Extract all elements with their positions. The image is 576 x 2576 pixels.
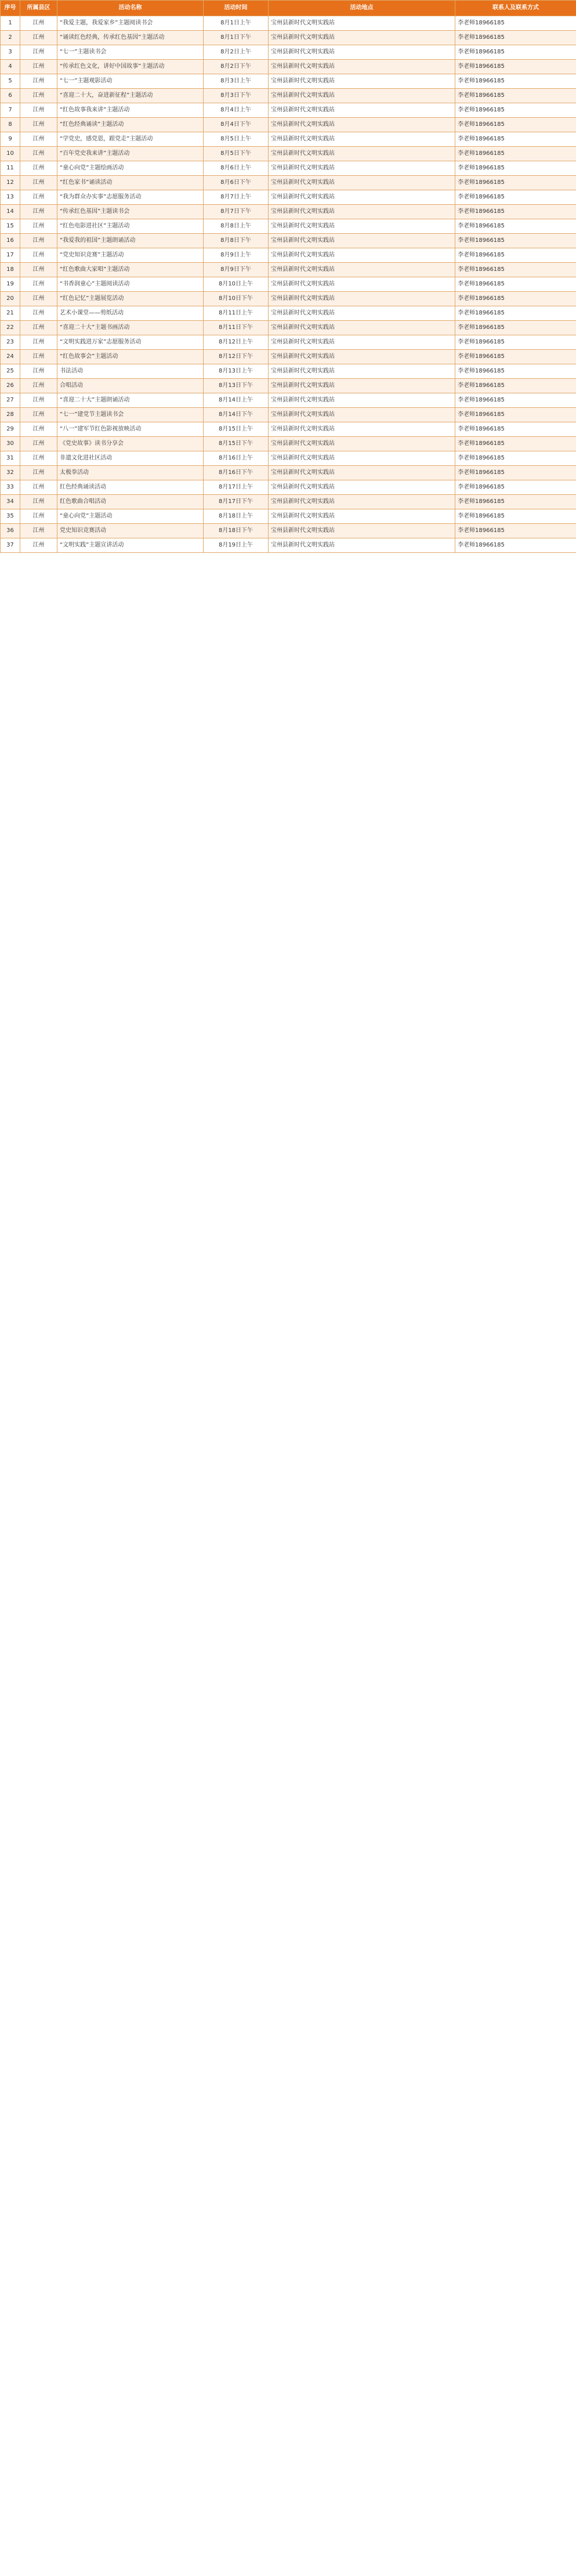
cell-activity-location: 宝州县新时代文明实践站 xyxy=(269,466,455,480)
cell-activity-time: 8月12日下午 xyxy=(204,350,269,364)
cell-contact: 李老师18966185 xyxy=(455,176,576,190)
cell-activity-name: “文明实践进万家”志愿服务活动 xyxy=(57,335,204,350)
table-row xyxy=(1,263,576,277)
cell-activity-name: “童心向党”主题活动 xyxy=(57,509,204,524)
cell-contact: 李老师18966185 xyxy=(455,538,576,553)
table-row xyxy=(1,393,576,408)
table-row xyxy=(1,161,576,176)
cell-activity-time: 8月6日上午 xyxy=(204,161,269,176)
cell-activity-location: 宝州县新时代文明实践站 xyxy=(269,321,455,335)
cell-index: 32 xyxy=(1,466,20,480)
cell-county: 江州 xyxy=(20,176,57,190)
cell-contact: 李老师18966185 xyxy=(455,103,576,118)
table-row xyxy=(1,74,576,89)
cell-activity-time: 8月5日上午 xyxy=(204,132,269,147)
table-row xyxy=(1,306,576,321)
cell-activity-time: 8月2日下午 xyxy=(204,60,269,74)
cell-contact: 李老师18966185 xyxy=(455,89,576,103)
cell-index: 33 xyxy=(1,480,20,495)
cell-activity-name: “诵读红色经典，传承红色基因”主题活动 xyxy=(57,31,204,45)
header-contact: 联系人及联系方式 xyxy=(455,1,576,16)
table-row xyxy=(1,335,576,350)
cell-activity-time: 8月17日上午 xyxy=(204,480,269,495)
cell-activity-location: 宝州县新时代文明实践站 xyxy=(269,31,455,45)
cell-activity-time: 8月8日下午 xyxy=(204,234,269,248)
cell-index: 5 xyxy=(1,74,20,89)
cell-activity-time: 8月6日下午 xyxy=(204,176,269,190)
table-row xyxy=(1,437,576,451)
cell-contact: 李老师18966185 xyxy=(455,161,576,176)
cell-county: 江州 xyxy=(20,277,57,292)
cell-index: 30 xyxy=(1,437,20,451)
cell-county: 江州 xyxy=(20,321,57,335)
cell-activity-time: 8月18日上午 xyxy=(204,509,269,524)
cell-activity-name: 艺术小课堂——剪纸活动 xyxy=(57,306,204,321)
cell-index: 35 xyxy=(1,509,20,524)
cell-activity-name: “喜迎二十大”主题朗诵活动 xyxy=(57,393,204,408)
cell-county: 江州 xyxy=(20,74,57,89)
cell-activity-name: “党史知识竞赛”主题活动 xyxy=(57,248,204,263)
cell-activity-time: 8月9日下午 xyxy=(204,263,269,277)
cell-contact: 李老师18966185 xyxy=(455,147,576,161)
cell-index: 8 xyxy=(1,118,20,132)
cell-county: 江州 xyxy=(20,31,57,45)
table-row xyxy=(1,538,576,553)
cell-activity-time: 8月11日下午 xyxy=(204,321,269,335)
cell-contact: 李老师18966185 xyxy=(455,509,576,524)
cell-index: 28 xyxy=(1,408,20,422)
cell-index: 9 xyxy=(1,132,20,147)
cell-contact: 李老师18966185 xyxy=(455,132,576,147)
cell-activity-time: 8月5日下午 xyxy=(204,147,269,161)
cell-activity-time: 8月15日上午 xyxy=(204,422,269,437)
cell-activity-name: “我为群众办实事”志愿服务活动 xyxy=(57,190,204,205)
cell-contact: 李老师18966185 xyxy=(455,393,576,408)
table-row xyxy=(1,118,576,132)
cell-activity-time: 8月17日下午 xyxy=(204,495,269,509)
cell-county: 江州 xyxy=(20,190,57,205)
table-row xyxy=(1,364,576,379)
cell-county: 江州 xyxy=(20,263,57,277)
cell-county: 江州 xyxy=(20,118,57,132)
table-row xyxy=(1,219,576,234)
cell-county: 江州 xyxy=(20,335,57,350)
cell-index: 26 xyxy=(1,379,20,393)
cell-activity-time: 8月14日下午 xyxy=(204,408,269,422)
cell-activity-time: 8月9日上午 xyxy=(204,248,269,263)
cell-county: 江州 xyxy=(20,451,57,466)
cell-activity-location: 宝州县新时代文明实践站 xyxy=(269,16,455,31)
cell-activity-time: 8月3日下午 xyxy=(204,89,269,103)
cell-activity-location: 宝州县新时代文明实践站 xyxy=(269,408,455,422)
cell-activity-location: 宝州县新时代文明实践站 xyxy=(269,89,455,103)
cell-county: 江州 xyxy=(20,509,57,524)
table-row xyxy=(1,466,576,480)
cell-activity-time: 8月3日上午 xyxy=(204,74,269,89)
cell-county: 江州 xyxy=(20,408,57,422)
cell-index: 11 xyxy=(1,161,20,176)
cell-contact: 李老师18966185 xyxy=(455,335,576,350)
cell-activity-name: “红色故事会”主题活动 xyxy=(57,350,204,364)
cell-contact: 李老师18966185 xyxy=(455,306,576,321)
cell-activity-name: 《党史故事》读书分享会 xyxy=(57,437,204,451)
cell-activity-time: 8月8日上午 xyxy=(204,219,269,234)
cell-activity-location: 宝州县新时代文明实践站 xyxy=(269,451,455,466)
cell-activity-location: 宝州县新时代文明实践站 xyxy=(269,219,455,234)
cell-activity-location: 宝州县新时代文明实践站 xyxy=(269,60,455,74)
table-row xyxy=(1,451,576,466)
cell-activity-location: 宝州县新时代文明实践站 xyxy=(269,509,455,524)
cell-activity-location: 宝州县新时代文明实践站 xyxy=(269,132,455,147)
cell-contact: 李老师18966185 xyxy=(455,422,576,437)
cell-contact: 李老师18966185 xyxy=(455,350,576,364)
table-row xyxy=(1,408,576,422)
cell-activity-name: “传承红色基因”主题读书会 xyxy=(57,205,204,219)
header-activity-location: 活动地点 xyxy=(269,1,455,16)
cell-activity-time: 8月18日下午 xyxy=(204,524,269,538)
cell-contact: 李老师18966185 xyxy=(455,31,576,45)
cell-index: 34 xyxy=(1,495,20,509)
cell-activity-time: 8月7日下午 xyxy=(204,205,269,219)
cell-index: 13 xyxy=(1,190,20,205)
cell-activity-name: “喜迎二十大”主题书画活动 xyxy=(57,321,204,335)
cell-activity-location: 宝州县新时代文明实践站 xyxy=(269,234,455,248)
cell-index: 4 xyxy=(1,60,20,74)
cell-index: 37 xyxy=(1,538,20,553)
cell-activity-name: 红色歌曲合唱活动 xyxy=(57,495,204,509)
cell-index: 16 xyxy=(1,234,20,248)
table-row xyxy=(1,248,576,263)
cell-activity-name: “我爱主题，我爱家乡”主题阅读书会 xyxy=(57,16,204,31)
table-header-row xyxy=(1,1,576,16)
cell-county: 江州 xyxy=(20,16,57,31)
cell-county: 江州 xyxy=(20,219,57,234)
cell-contact: 李老师18966185 xyxy=(455,408,576,422)
header-activity-time: 活动时间 xyxy=(204,1,269,16)
cell-activity-location: 宝州县新时代文明实践站 xyxy=(269,263,455,277)
cell-activity-time: 8月11日上午 xyxy=(204,306,269,321)
cell-activity-name: 红色经典诵读活动 xyxy=(57,480,204,495)
cell-county: 江州 xyxy=(20,234,57,248)
cell-index: 3 xyxy=(1,45,20,60)
cell-index: 20 xyxy=(1,292,20,306)
table-row xyxy=(1,277,576,292)
cell-activity-time: 8月7日上午 xyxy=(204,190,269,205)
cell-contact: 李老师18966185 xyxy=(455,480,576,495)
cell-contact: 李老师18966185 xyxy=(455,277,576,292)
table-row xyxy=(1,45,576,60)
cell-index: 12 xyxy=(1,176,20,190)
cell-activity-time: 8月1日下午 xyxy=(204,31,269,45)
cell-activity-name: “八一”建军节红色影视放映活动 xyxy=(57,422,204,437)
cell-activity-time: 8月10日下午 xyxy=(204,292,269,306)
cell-activity-time: 8月4日上午 xyxy=(204,103,269,118)
cell-activity-location: 宝州县新时代文明实践站 xyxy=(269,538,455,553)
cell-activity-name: “我爱我的祖国”主题朗诵活动 xyxy=(57,234,204,248)
cell-contact: 李老师18966185 xyxy=(455,16,576,31)
cell-activity-location: 宝州县新时代文明实践站 xyxy=(269,74,455,89)
table-row xyxy=(1,379,576,393)
cell-index: 36 xyxy=(1,524,20,538)
cell-activity-time: 8月15日下午 xyxy=(204,437,269,451)
cell-county: 江州 xyxy=(20,538,57,553)
table-row xyxy=(1,132,576,147)
cell-index: 25 xyxy=(1,364,20,379)
cell-activity-name: “红色电影进社区”主题活动 xyxy=(57,219,204,234)
cell-activity-time: 8月16日下午 xyxy=(204,466,269,480)
cell-county: 江州 xyxy=(20,292,57,306)
cell-index: 14 xyxy=(1,205,20,219)
cell-county: 江州 xyxy=(20,89,57,103)
table-row xyxy=(1,190,576,205)
cell-activity-time: 8月2日上午 xyxy=(204,45,269,60)
cell-activity-time: 8月4日下午 xyxy=(204,118,269,132)
table-row xyxy=(1,350,576,364)
header-county: 所属县区 xyxy=(20,1,57,16)
cell-contact: 李老师18966185 xyxy=(455,466,576,480)
cell-contact: 李老师18966185 xyxy=(455,495,576,509)
cell-activity-location: 宝州县新时代文明实践站 xyxy=(269,524,455,538)
cell-activity-name: “七一”主题读书会 xyxy=(57,45,204,60)
cell-contact: 李老师18966185 xyxy=(455,321,576,335)
cell-activity-name: “书香润童心”主题阅读活动 xyxy=(57,277,204,292)
cell-activity-location: 宝州县新时代文明实践站 xyxy=(269,103,455,118)
cell-contact: 李老师18966185 xyxy=(455,263,576,277)
cell-county: 江州 xyxy=(20,393,57,408)
cell-county: 江州 xyxy=(20,103,57,118)
cell-activity-location: 宝州县新时代文明实践站 xyxy=(269,422,455,437)
cell-activity-time: 8月12日上午 xyxy=(204,335,269,350)
table-body xyxy=(1,16,576,553)
header-activity-name: 活动名称 xyxy=(57,1,204,16)
activity-table xyxy=(0,0,576,553)
cell-activity-time: 8月10日上午 xyxy=(204,277,269,292)
cell-activity-location: 宝州县新时代文明实践站 xyxy=(269,45,455,60)
cell-contact: 李老师18966185 xyxy=(455,190,576,205)
cell-activity-location: 宝州县新时代文明实践站 xyxy=(269,147,455,161)
cell-activity-name: “七一”主题观影活动 xyxy=(57,74,204,89)
table-row xyxy=(1,509,576,524)
cell-contact: 李老师18966185 xyxy=(455,248,576,263)
cell-activity-name: “七一”建党节主题读书会 xyxy=(57,408,204,422)
cell-county: 江州 xyxy=(20,205,57,219)
cell-contact: 李老师18966185 xyxy=(455,234,576,248)
cell-index: 10 xyxy=(1,147,20,161)
cell-index: 29 xyxy=(1,422,20,437)
cell-activity-name: “学党史，感党恩，跟党走”主题活动 xyxy=(57,132,204,147)
table-row xyxy=(1,176,576,190)
cell-county: 江州 xyxy=(20,60,57,74)
table-row xyxy=(1,495,576,509)
table-row xyxy=(1,16,576,31)
cell-activity-time: 8月14日上午 xyxy=(204,393,269,408)
cell-county: 江州 xyxy=(20,350,57,364)
table-row xyxy=(1,321,576,335)
cell-index: 22 xyxy=(1,321,20,335)
cell-index: 21 xyxy=(1,306,20,321)
cell-index: 15 xyxy=(1,219,20,234)
cell-activity-location: 宝州县新时代文明实践站 xyxy=(269,335,455,350)
table-row xyxy=(1,103,576,118)
cell-county: 江州 xyxy=(20,466,57,480)
cell-index: 6 xyxy=(1,89,20,103)
cell-county: 江州 xyxy=(20,524,57,538)
cell-activity-name: 书法活动 xyxy=(57,364,204,379)
cell-activity-location: 宝州县新时代文明实践站 xyxy=(269,480,455,495)
cell-index: 19 xyxy=(1,277,20,292)
cell-activity-name: “红色家书”诵读活动 xyxy=(57,176,204,190)
cell-contact: 李老师18966185 xyxy=(455,451,576,466)
cell-activity-location: 宝州县新时代文明实践站 xyxy=(269,364,455,379)
cell-activity-name: “百年党史我来讲”主题活动 xyxy=(57,147,204,161)
cell-contact: 李老师18966185 xyxy=(455,379,576,393)
cell-activity-name: “喜迎二十大，奋进新征程”主题活动 xyxy=(57,89,204,103)
cell-county: 江州 xyxy=(20,422,57,437)
cell-activity-location: 宝州县新时代文明实践站 xyxy=(269,161,455,176)
cell-index: 1 xyxy=(1,16,20,31)
cell-county: 江州 xyxy=(20,437,57,451)
cell-activity-name: “红色记忆”主题展览活动 xyxy=(57,292,204,306)
header-index: 序号 xyxy=(1,1,20,16)
cell-index: 24 xyxy=(1,350,20,364)
cell-activity-name: 非遗文化进社区活动 xyxy=(57,451,204,466)
cell-activity-name: 合唱活动 xyxy=(57,379,204,393)
cell-activity-name: “文明实践”主题宣讲活动 xyxy=(57,538,204,553)
cell-activity-time: 8月13日下午 xyxy=(204,379,269,393)
cell-county: 江州 xyxy=(20,306,57,321)
cell-contact: 李老师18966185 xyxy=(455,292,576,306)
cell-index: 31 xyxy=(1,451,20,466)
cell-county: 江州 xyxy=(20,379,57,393)
cell-activity-location: 宝州县新时代文明实践站 xyxy=(269,437,455,451)
table-row xyxy=(1,147,576,161)
cell-index: 27 xyxy=(1,393,20,408)
cell-activity-location: 宝州县新时代文明实践站 xyxy=(269,350,455,364)
cell-contact: 李老师18966185 xyxy=(455,74,576,89)
cell-contact: 李老师18966185 xyxy=(455,524,576,538)
cell-activity-name: 太极拳活动 xyxy=(57,466,204,480)
cell-index: 23 xyxy=(1,335,20,350)
table-row xyxy=(1,205,576,219)
cell-activity-location: 宝州县新时代文明实践站 xyxy=(269,379,455,393)
table-row xyxy=(1,60,576,74)
table-row xyxy=(1,89,576,103)
cell-county: 江州 xyxy=(20,364,57,379)
cell-activity-location: 宝州县新时代文明实践站 xyxy=(269,248,455,263)
cell-activity-time: 8月16日上午 xyxy=(204,451,269,466)
cell-activity-location: 宝州县新时代文明实践站 xyxy=(269,393,455,408)
cell-activity-name: “红色经典诵读”主题活动 xyxy=(57,118,204,132)
table-row xyxy=(1,524,576,538)
cell-activity-name: “红色歌曲大家唱”主题活动 xyxy=(57,263,204,277)
table-row xyxy=(1,234,576,248)
cell-activity-location: 宝州县新时代文明实践站 xyxy=(269,277,455,292)
cell-activity-location: 宝州县新时代文明实践站 xyxy=(269,176,455,190)
cell-activity-name: “童心向党”主题绘画活动 xyxy=(57,161,204,176)
cell-county: 江州 xyxy=(20,147,57,161)
cell-index: 2 xyxy=(1,31,20,45)
table-row xyxy=(1,480,576,495)
cell-county: 江州 xyxy=(20,132,57,147)
cell-activity-name: 党史知识竞赛活动 xyxy=(57,524,204,538)
cell-activity-location: 宝州县新时代文明实践站 xyxy=(269,205,455,219)
cell-county: 江州 xyxy=(20,161,57,176)
table-row xyxy=(1,422,576,437)
cell-index: 17 xyxy=(1,248,20,263)
cell-county: 江州 xyxy=(20,248,57,263)
table-row xyxy=(1,292,576,306)
cell-county: 江州 xyxy=(20,480,57,495)
cell-activity-time: 8月1日上午 xyxy=(204,16,269,31)
cell-contact: 李老师18966185 xyxy=(455,364,576,379)
cell-contact: 李老师18966185 xyxy=(455,45,576,60)
cell-activity-location: 宝州县新时代文明实践站 xyxy=(269,306,455,321)
cell-contact: 李老师18966185 xyxy=(455,205,576,219)
cell-county: 江州 xyxy=(20,45,57,60)
cell-activity-name: “传承红色文化，讲好中国故事”主题活动 xyxy=(57,60,204,74)
cell-index: 18 xyxy=(1,263,20,277)
table-row xyxy=(1,31,576,45)
cell-activity-time: 8月13日上午 xyxy=(204,364,269,379)
cell-contact: 李老师18966185 xyxy=(455,219,576,234)
cell-activity-location: 宝州县新时代文明实践站 xyxy=(269,292,455,306)
cell-contact: 李老师18966185 xyxy=(455,437,576,451)
cell-county: 江州 xyxy=(20,495,57,509)
cell-activity-location: 宝州县新时代文明实践站 xyxy=(269,190,455,205)
cell-contact: 李老师18966185 xyxy=(455,118,576,132)
cell-activity-location: 宝州县新时代文明实践站 xyxy=(269,495,455,509)
cell-activity-time: 8月19日上午 xyxy=(204,538,269,553)
cell-contact: 李老师18966185 xyxy=(455,60,576,74)
cell-index: 7 xyxy=(1,103,20,118)
cell-activity-location: 宝州县新时代文明实践站 xyxy=(269,118,455,132)
cell-activity-name: “红色故事我来讲”主题活动 xyxy=(57,103,204,118)
